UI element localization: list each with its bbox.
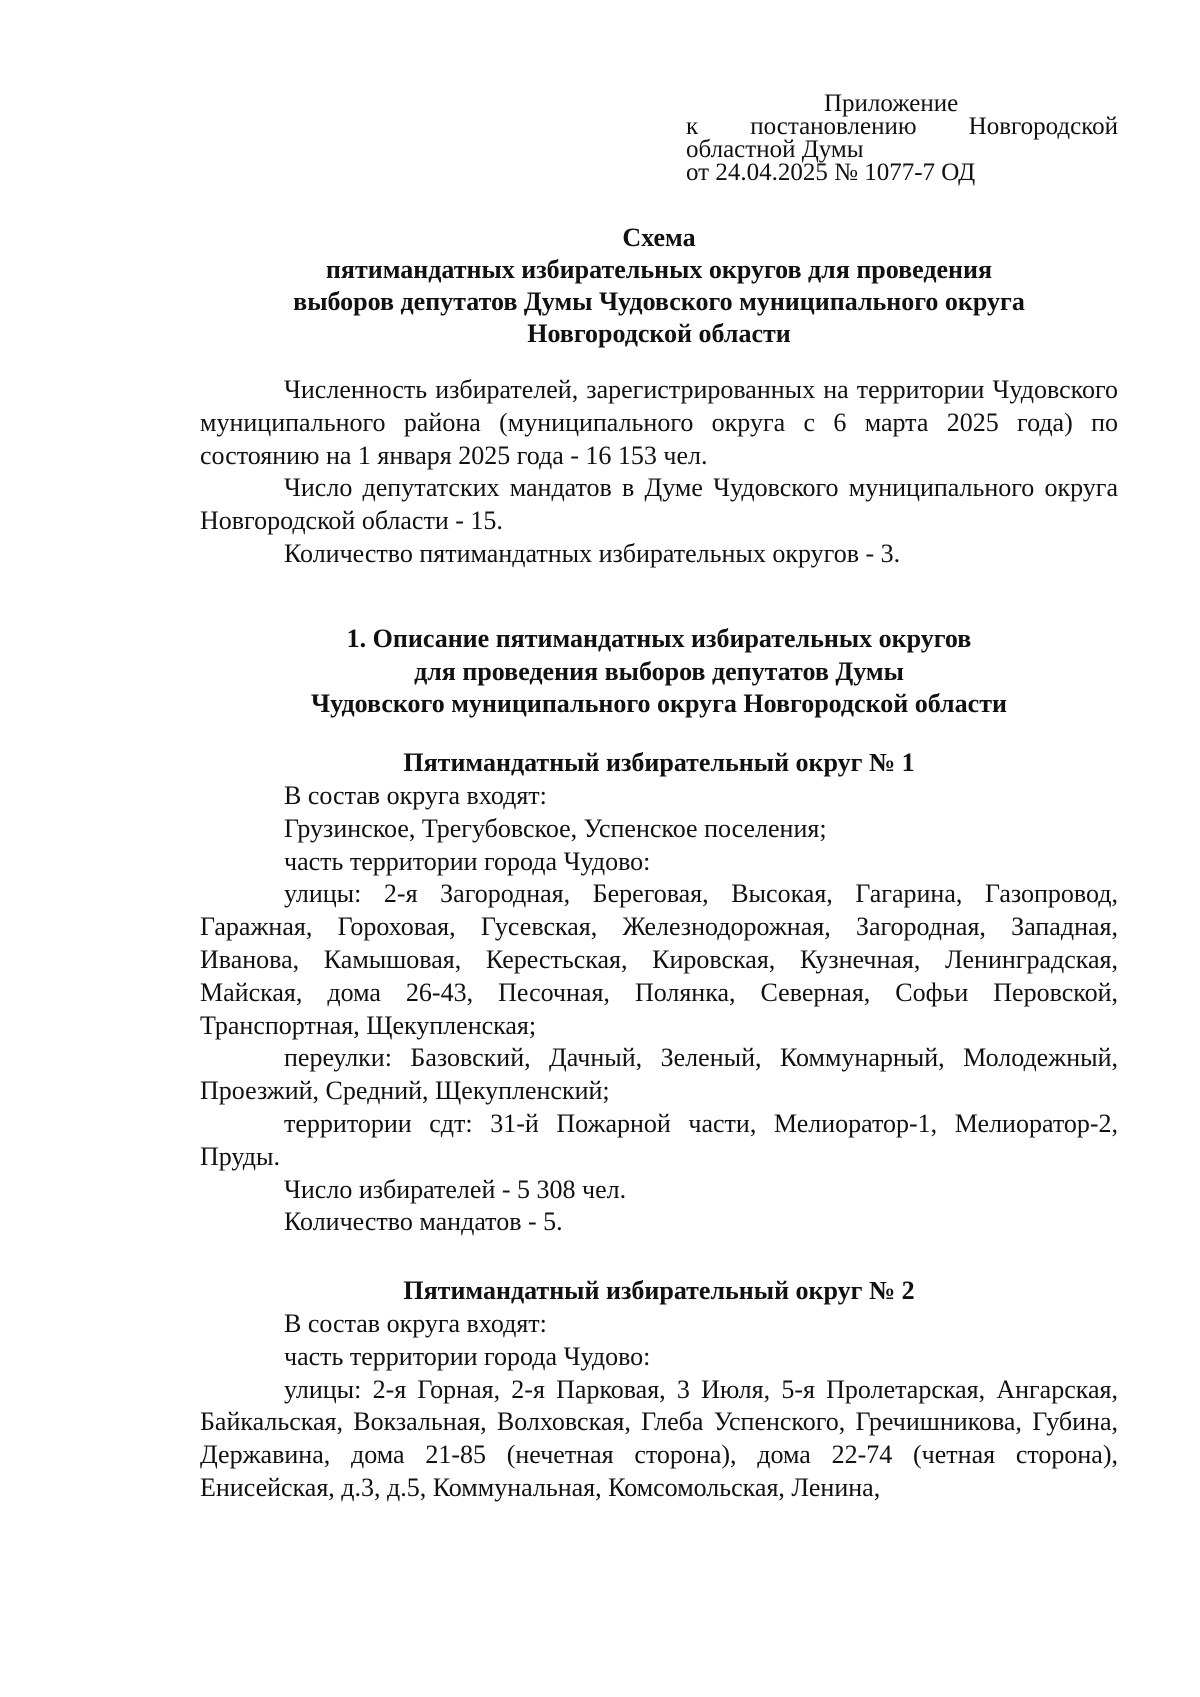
appendix-line-2: к постановлению Новгородской <box>686 113 1118 140</box>
document-body <box>200 222 1118 1505</box>
district-1-composition: В состав округа входят: <box>284 780 547 810</box>
district-2-composition: В состав округа входят: <box>284 1308 547 1338</box>
title-line-4: Новгородской области <box>527 319 791 348</box>
intro-districts-paragraph: Количество пятимандатных избирательных округов - 3. <box>284 538 901 568</box>
district-1-territories: территории сдт: 31-й Пожарной части, Мелиоратор-1, Мелиоратор-2, Пруды. <box>200 1108 1118 1171</box>
title-line-3: выборов депутатов Думы Чудовского муниципального округа <box>293 287 1025 316</box>
section-1-line-2: для проведения выборов депутатов Думы <box>414 656 904 686</box>
district-1-voters: Число избирателей - 5 308 чел. <box>284 1174 627 1204</box>
title-line-2: пятимандатных избирательных округов для проведения <box>325 255 993 284</box>
section-1-heading <box>200 623 1118 721</box>
district-1-streets: улицы: 2-я Загородная, Береговая, Высокая, Гагарина, Газопровод, Гаражная, Гороховая, Гусевская, Железнодорожная, Загородная, Западная, Иванова, Камышовая, Керестьская, Кировская, Кузнечная, Ленинградская, Майская, дома 26-43, Песочная, Полянка, Северная, Софьи Перовской, Транспортная, Щекупленская; <box>200 879 1118 1040</box>
district-2-streets: улицы: 2-я Горная, 2-я Парковая, 3 Июля, 5-я Пролетарская, Ангарская, Байкальская, Вокзальная, Волховская, Глеба Успенского, Гречишникова, Губина, Державина, дома 21-85 (нечетная сторона), дома 22-74 (четная сторона), Енисейская, д.3, д.5, Коммунальная, Комсомольская, Ленина, <box>200 1374 1118 1502</box>
section-1-line-1: 1. Описание пятимандатных избирательных округов <box>346 623 972 653</box>
district-1-city-part: часть территории города Чудово: <box>284 846 651 876</box>
district-1-settlements: Грузинское, Трегубовское, Успенское поселения; <box>284 813 827 843</box>
intro-voters-paragraph: Численность избирателей, зарегистрированных на территории Чудовского муниципального района (муниципального округа с 6 марта 2025 года) по состоянию на 1 января 2025 года - 16 153 чел. <box>200 375 1118 470</box>
spacer <box>200 1239 1118 1275</box>
appendix-header <box>686 92 1118 184</box>
intro-mandates-paragraph: Число депутатских мандатов в Думе Чудовского муниципального округа Новгородской области - 15. <box>200 473 1118 536</box>
title-line-1: Схема <box>622 223 696 252</box>
district-1-lanes: переулки: Базовский, Дачный, Зеленый, Коммунарный, Молодежный, Проезжий, Средний, Щекупленский; <box>200 1043 1118 1106</box>
appendix-line-1: Приложение <box>824 90 959 117</box>
district-2-city-part: часть территории города Чудово: <box>284 1341 651 1371</box>
spacer <box>200 571 1118 623</box>
appendix-line-4: от 24.04.2025 № 1077-7 ОД <box>686 159 976 186</box>
section-1-line-3: Чудовского муниципального округа Новгородской области <box>311 689 1007 719</box>
appendix-line-3: областной Думы <box>686 136 864 163</box>
district-1-title: Пятимандатный избирательный округ № 1 <box>403 748 915 778</box>
district-2-title: Пятимандатный избирательный округ № 2 <box>403 1276 915 1306</box>
document-title <box>200 222 1118 350</box>
district-1-mandates: Количество мандатов - 5. <box>284 1207 563 1237</box>
